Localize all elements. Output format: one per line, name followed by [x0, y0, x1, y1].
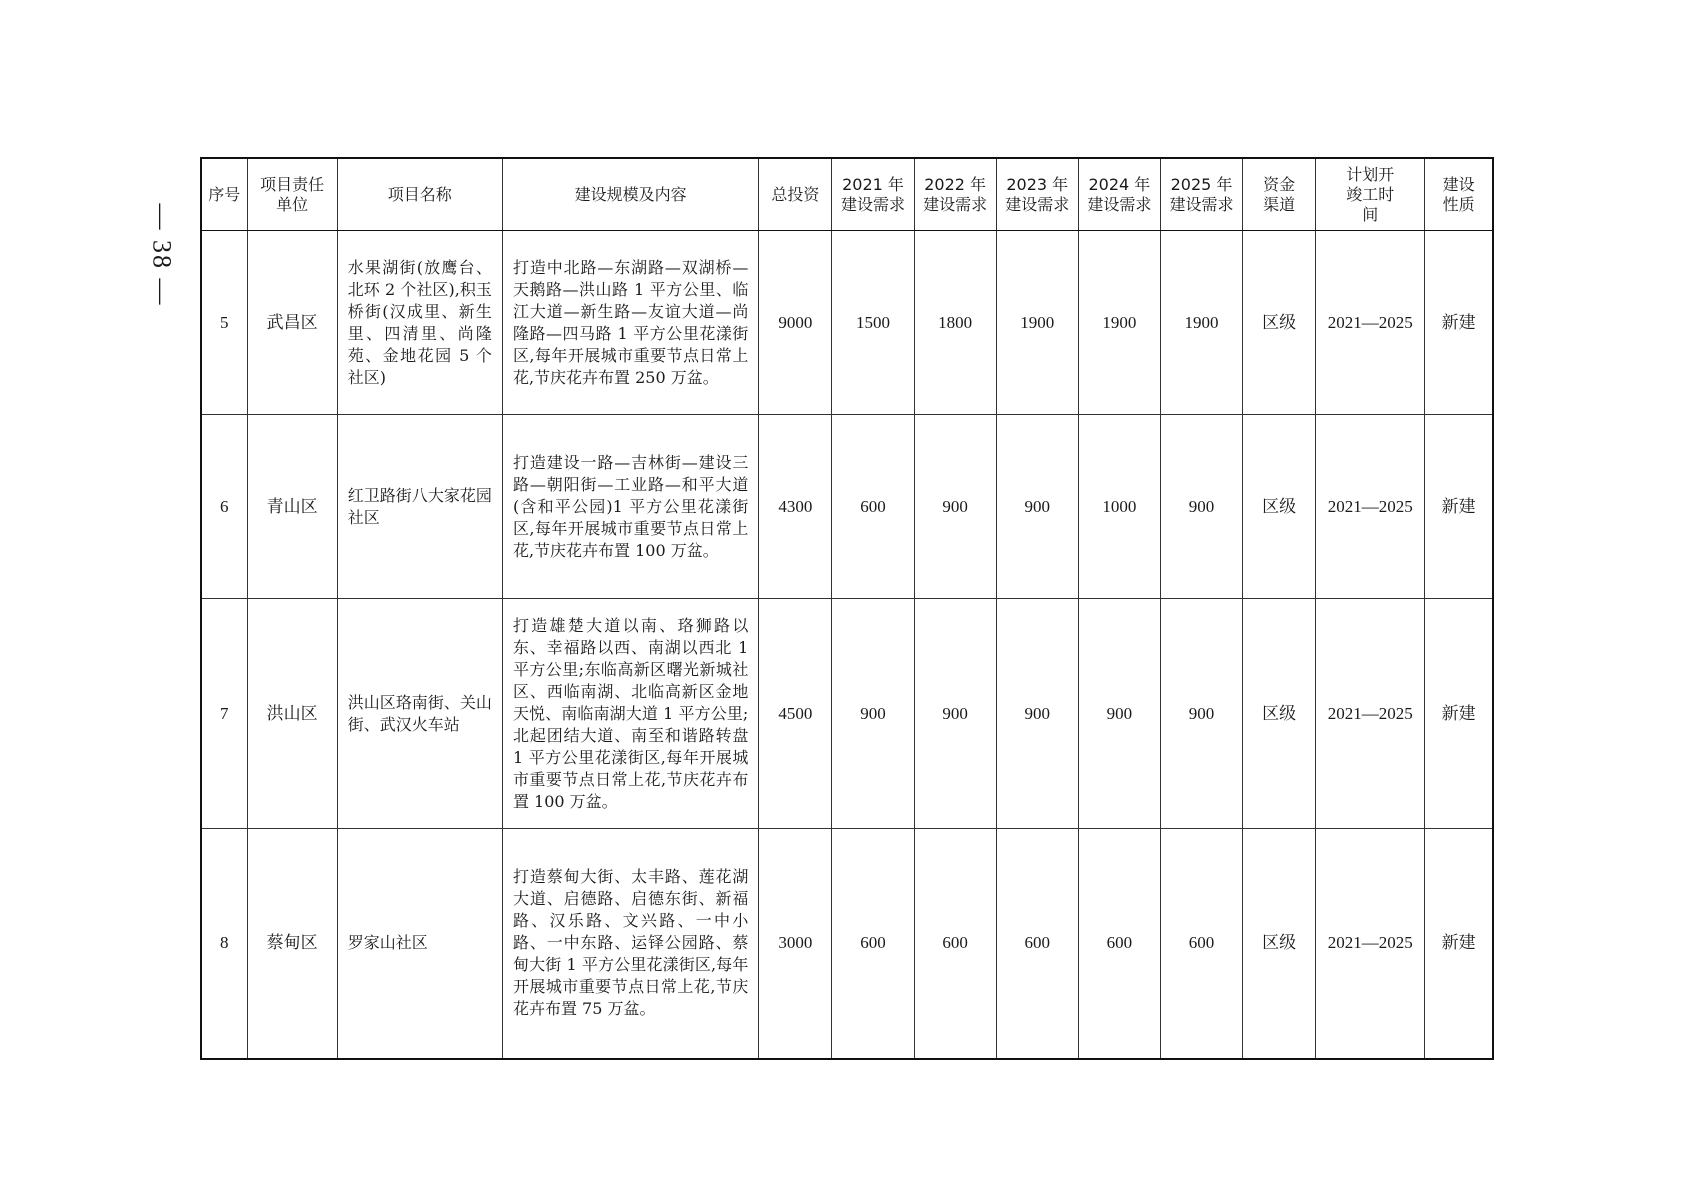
page-number-text: — 38 —: [147, 203, 176, 307]
cell-2025: 600: [1160, 829, 1242, 1059]
cell-2023: 900: [996, 599, 1078, 829]
table-row: [201, 829, 1493, 1059]
cell-2022: 1800: [914, 231, 996, 415]
header-2024: 2024 年建设需求: [1078, 158, 1160, 231]
cell-2025: 900: [1160, 599, 1242, 829]
cell-2022: 900: [914, 415, 996, 599]
cell-unit: 蔡甸区: [247, 829, 337, 1059]
cell-invest: 4500: [759, 599, 832, 829]
header-schedule: 计划开竣工时间: [1316, 158, 1425, 231]
table-row: [201, 599, 1493, 829]
cell-schedule: 2021—2025: [1316, 599, 1425, 829]
header-channel: 资金渠道: [1243, 158, 1316, 231]
cell-2024: 600: [1078, 829, 1160, 1059]
header-2025: 2025 年建设需求: [1160, 158, 1242, 231]
cell-name: 红卫路街八大家花园社区: [337, 415, 502, 599]
cell-2023: 1900: [996, 231, 1078, 415]
cell-nature: 新建: [1425, 415, 1493, 599]
cell-seq: 7: [201, 599, 247, 829]
cell-seq: 6: [201, 415, 247, 599]
cell-invest: 4300: [759, 415, 832, 599]
cell-content: 打造雄楚大道以南、珞狮路以东、幸福路以西、南湖以西北 1 平方公里;东临高新区曙光新城社区、西临南湖、北临高新区金地天悦、南临南湖大道 1 平方公里;北起团结大道、南至和谐路转盘 1 平方公里花漾街区,每年开展城市重要节点日常上花,节庆花卉布置 100 万盆。: [502, 599, 758, 829]
header-nature: 建设性质: [1425, 158, 1493, 231]
cell-unit: 洪山区: [247, 599, 337, 829]
header-content: 建设规模及内容: [502, 158, 758, 231]
table-header-row: [201, 158, 1493, 231]
header-unit: 项目责任单位: [247, 158, 337, 231]
cell-nature: 新建: [1425, 231, 1493, 415]
header-2023: 2023 年建设需求: [996, 158, 1078, 231]
cell-2024: 1000: [1078, 415, 1160, 599]
cell-2024: 1900: [1078, 231, 1160, 415]
cell-nature: 新建: [1425, 599, 1493, 829]
header-2022: 2022 年建设需求: [914, 158, 996, 231]
header-name: 项目名称: [337, 158, 502, 231]
cell-invest: 9000: [759, 231, 832, 415]
cell-channel: 区级: [1243, 415, 1316, 599]
cell-2022: 900: [914, 599, 996, 829]
cell-channel: 区级: [1243, 231, 1316, 415]
cell-unit: 武昌区: [247, 231, 337, 415]
header-2021: 2021 年建设需求: [832, 158, 914, 231]
cell-name: 罗家山社区: [337, 829, 502, 1059]
cell-2021: 900: [832, 599, 914, 829]
cell-2021: 1500: [832, 231, 914, 415]
header-seq: 序号: [201, 158, 247, 231]
cell-content: 打造中北路—东湖路—双湖桥—天鹅路—洪山路 1 平方公里、临江大道—新生路—友谊大道—尚隆路—四马路 1 平方公里花漾街区,每年开展城市重要节点日常上花,节庆花卉布置 250 万盆。: [502, 231, 758, 415]
cell-2025: 900: [1160, 415, 1242, 599]
cell-seq: 5: [201, 231, 247, 415]
cell-nature: 新建: [1425, 829, 1493, 1059]
table-row: [201, 415, 1493, 599]
cell-channel: 区级: [1243, 599, 1316, 829]
cell-2024: 900: [1078, 599, 1160, 829]
cell-2023: 900: [996, 415, 1078, 599]
cell-2022: 600: [914, 829, 996, 1059]
cell-2025: 1900: [1160, 231, 1242, 415]
cell-schedule: 2021—2025: [1316, 829, 1425, 1059]
cell-name: 水果湖街(放鹰台、北环 2 个社区),积玉桥街(汉成里、新生里、四清里、尚隆苑、金地花园 5 个社区): [337, 231, 502, 415]
cell-invest: 3000: [759, 829, 832, 1059]
cell-channel: 区级: [1243, 829, 1316, 1059]
cell-seq: 8: [201, 829, 247, 1059]
cell-unit: 青山区: [247, 415, 337, 599]
page-number: [146, 190, 176, 320]
cell-content: 打造蔡甸大街、太丰路、莲花湖大道、启德路、启德东街、新福路、汉乐路、文兴路、一中小路、一中东路、运铎公园路、蔡甸大街 1 平方公里花漾街区,每年开展城市重要节点日常上花,节庆花卉布置 75 万盆。: [502, 829, 758, 1059]
project-plan-table: [200, 157, 1494, 1060]
cell-content: 打造建设一路—吉林街—建设三路—朝阳街—工业路—和平大道(含和平公园)1 平方公里花漾街区,每年开展城市重要节点日常上花,节庆花卉布置 100 万盆。: [502, 415, 758, 599]
cell-2021: 600: [832, 829, 914, 1059]
cell-schedule: 2021—2025: [1316, 415, 1425, 599]
cell-2021: 600: [832, 415, 914, 599]
cell-schedule: 2021—2025: [1316, 231, 1425, 415]
header-invest: 总投资: [759, 158, 832, 231]
cell-2023: 600: [996, 829, 1078, 1059]
cell-name: 洪山区珞南街、关山街、武汉火车站: [337, 599, 502, 829]
table-row: [201, 231, 1493, 415]
